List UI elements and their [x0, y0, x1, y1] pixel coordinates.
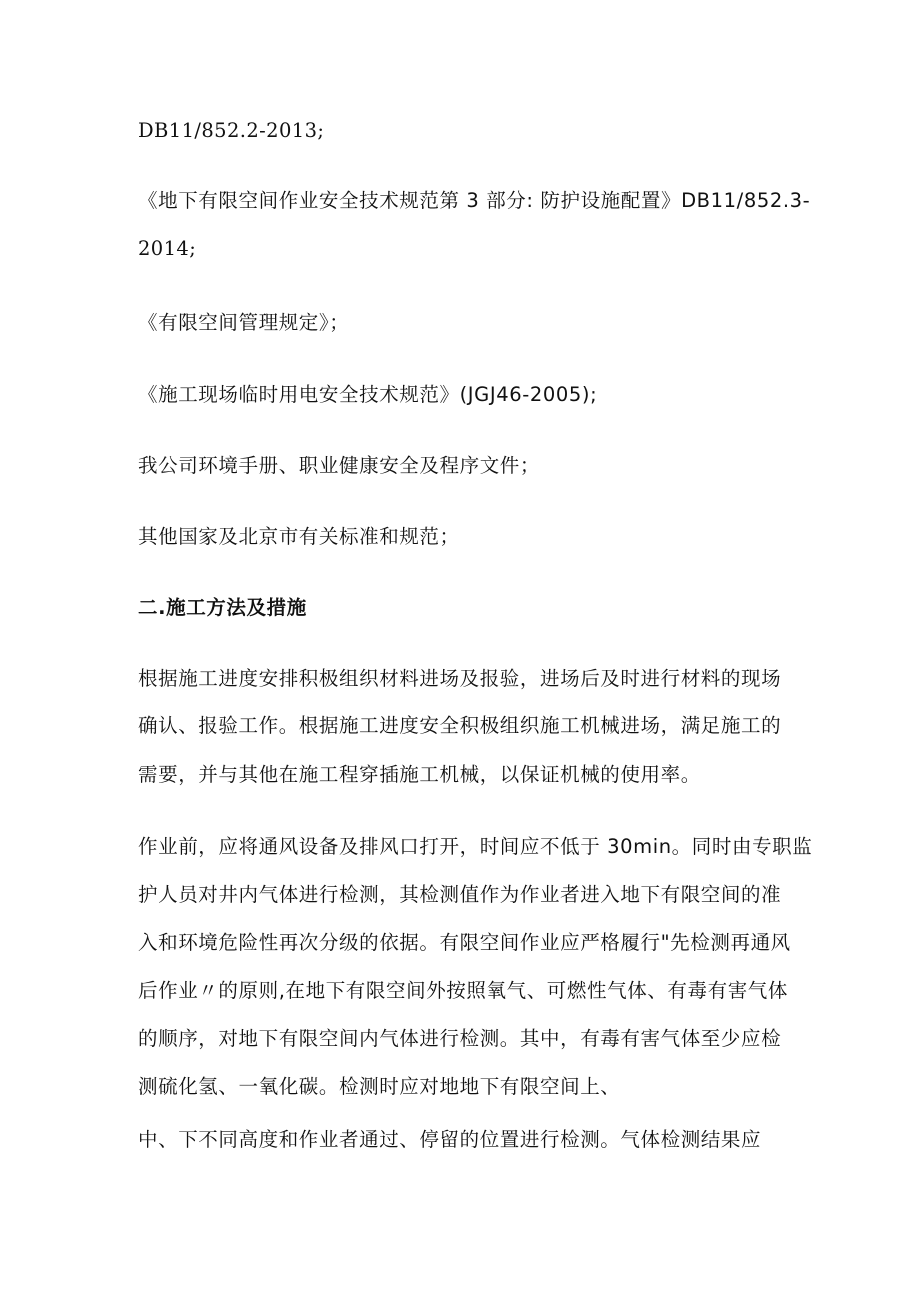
paragraph-1-line-3: 需要，并与其他在施工程穿插施工机械，以保证机械的使用率。 — [138, 763, 701, 786]
paragraph-2-line-5: 的顺序，对地下有限空间内气体进行检测。其中，有毒有害气体至少应检 — [138, 1027, 782, 1050]
reference-line-db11-852-2: DB11/852.2-2013; — [138, 119, 325, 142]
paragraph-1-line-2: 确认、报验工作。根据施工进度安全积极组织施工机械进场，满足施工的 — [138, 714, 782, 737]
paragraph-2-line-1: 作业前，应将通风设备及排风口打开，时间应不低于 30min。同时由专职监 — [138, 835, 813, 858]
paragraph-2-line-7: 中、下不同高度和作业者通过、停留的位置进行检测。气体检测结果应 — [138, 1128, 762, 1151]
reference-line-company-manual: 我公司环境手册、职业健康安全及程序文件； — [138, 454, 541, 477]
section-heading: 二.施工方法及措施 — [138, 596, 307, 619]
reference-line-confined-space-rules: 《有限空间管理规定》； — [138, 311, 350, 334]
reference-line-db11-852-3: 《地下有限空间作业安全技术规范第 3 部分: 防护设施配置》DB11/852.3- — [138, 189, 811, 212]
paragraph-2-line-3: 入和环境危险性再次分级的依据。有限空间作业应严格履行"先检测再通风 — [138, 931, 791, 954]
reference-line-other-standards: 其他国家及北京市有关标准和规范； — [138, 525, 460, 548]
paragraph-2-line-6: 测硫化氢、一氧化碳。检测时应对地地下有限空间上、 — [138, 1075, 621, 1098]
reference-line-jgj46: 《施工现场临时用电安全技术规范》(JGJ46-2005); — [138, 383, 598, 406]
paragraph-2-line-2: 护人员对井内气体进行检测，其检测值作为作业者进入地下有限空间的准 — [138, 883, 782, 906]
reference-line-db11-852-3-year: 2014; — [138, 237, 197, 260]
paragraph-1-line-1: 根据施工进度安排积极组织材料进场及报验，进场后及时进行材料的现场 — [138, 667, 782, 690]
paragraph-2-line-4: 后作业〃的原则,在地下有限空间外按照氧气、可燃性气体、有毒有害气体 — [138, 979, 788, 1002]
